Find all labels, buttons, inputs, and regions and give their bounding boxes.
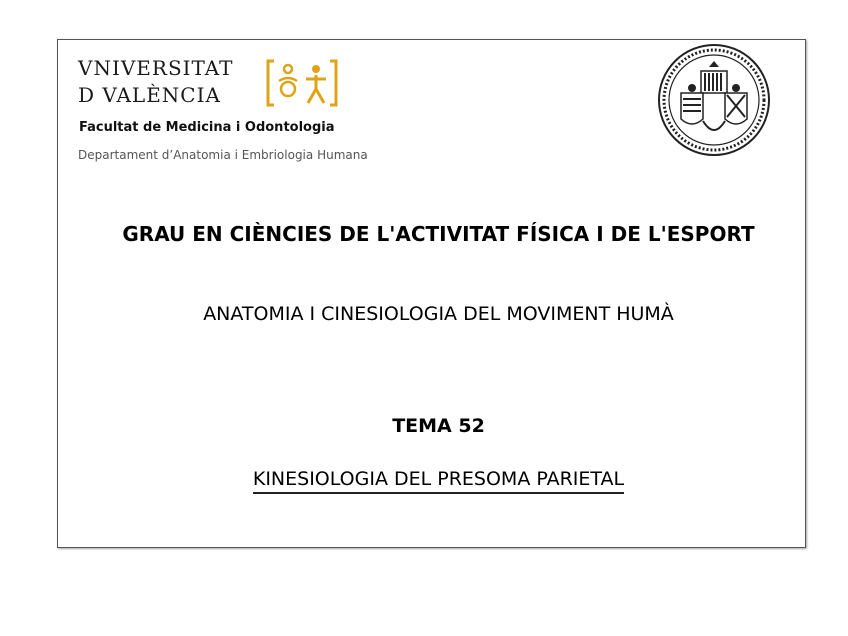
topic-title-text: KINESIOLOGIA DEL PRESOMA PARIETAL	[253, 468, 624, 494]
tema-number: TEMA 52	[392, 415, 485, 437]
university-logo	[78, 55, 338, 111]
department-name: Departament d’Anatomia i Embriologia Humana	[78, 148, 368, 162]
subject-title: ANATOMIA I CINESIOLOGIA DEL MOVIMENT HUMÀ	[203, 303, 674, 325]
university-name-line1: VNIVERSITAT	[78, 56, 234, 80]
faculty-name: Facultat de Medicina i Odontologia	[79, 120, 335, 135]
university-name	[78, 55, 233, 109]
university-name-line2: D VALÈNCIA	[78, 83, 221, 107]
uv-figure-logo-icon	[266, 57, 338, 109]
slide	[57, 39, 806, 548]
degree-title: GRAU EN CIÈNCIES DE L'ACTIVITAT FÍSICA I DE L'ESPORT	[122, 222, 755, 246]
topic-title	[58, 468, 807, 490]
university-seal-icon	[657, 43, 771, 157]
